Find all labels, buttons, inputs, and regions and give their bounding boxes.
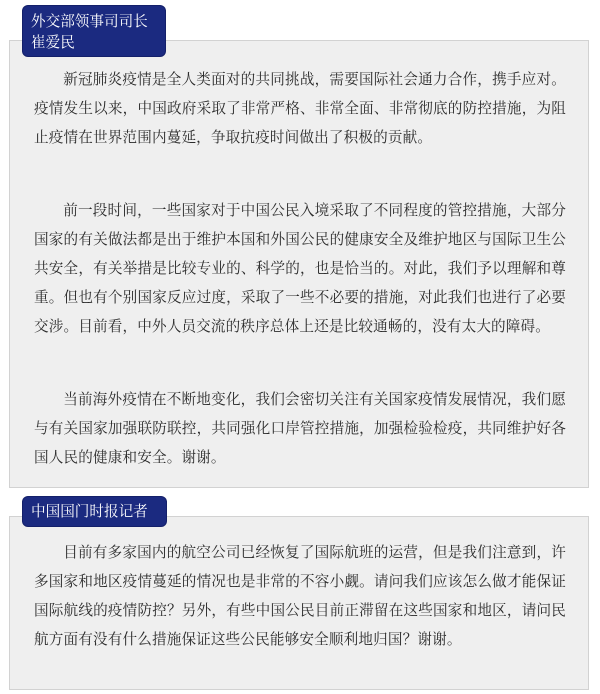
answer-paragraph-3: 当前海外疫情在不断地变化，我们会密切关注有关国家疫情发展情况，我们愿与有关国家加强联防联控，共同强化口岸管控措施，加强检验检疫，共同维护好各国人民的健康和安全。谢谢。: [34, 391, 566, 466]
answer-paragraph-2: 前一段时间，一些国家对于中国公民入境采取了不同程度的管控措施，大部分国家的有关做法都是出于维护本国和外国公民的健康安全及维护地区与国际卫生公共安全，有关举措是比较专业的、科学的，也是恰当的。对此，我们予以理解和尊重。但也有个别国家反应过度，采取了一些不必要的措施，对此我们也进行了必要交涉。目前看，中外人员交流的秩序总体上还是比较通畅的，没有太大的障碍。: [34, 202, 566, 335]
answer-block: [9, 40, 589, 488]
answer-paragraph-1: 新冠肺炎疫情是全人类面对的共同挑战，需要国际社会通力合作，携手应对。疫情发生以来，中国政府采取了非常严格、非常全面、非常彻底的防控措施，为阻止疫情在世界范围内蔓延，争取抗疫时间做出了积极的贡献。: [34, 71, 566, 146]
speaker-title: 外交部领事司司长: [31, 13, 148, 30]
question-paragraph-1: 目前有多家国内的航空公司已经恢复了国际航班的运营，但是我们注意到，许多国家和地区疫情蔓延的情况也是非常的不容小觑。请问我们应该怎么做才能保证国际航线的疫情防控？另外，有些中国公民目前正滞留在这些国家和地区，请问民航方面有没有什么措施保证这些公民能够安全顺利地归国？谢谢。: [34, 544, 566, 648]
speaker-label-reporter: [23, 497, 166, 526]
question-block: [9, 516, 589, 690]
speaker-name: 崔爱民: [31, 34, 75, 51]
speaker-label-official: [23, 6, 165, 56]
speaker-title: 中国国门时报记者: [31, 503, 148, 520]
